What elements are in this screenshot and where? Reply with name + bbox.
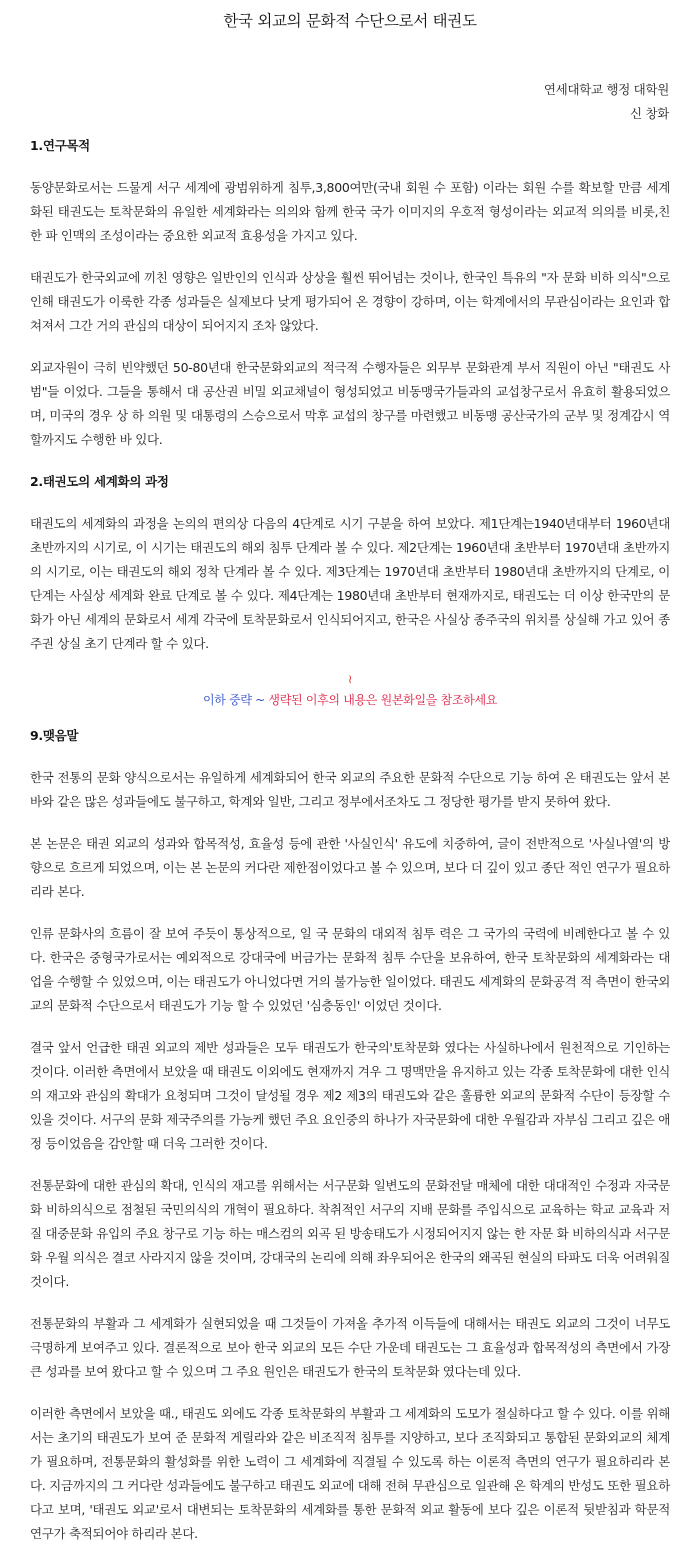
omission-notice: [30, 668, 670, 712]
paragraph: 태권도의 세계화의 과정을 논의의 편의상 다음의 4단계로 시기 구분을 하여 보았다. 제1단계는1940년대부터 1960년대 초반까지의 시기로, 이 시기는 태권도의 해외 침투 단계라 볼 수 있다. 제2단계는 1960년대 초반부터 1970년대 초반까지의 시기로, 이는 태권도의 해외 정착 단계라 볼 수 있다. 제3단계는 1970년대 초반부터 1980년대 초반까지의 단계로, 이 단계는 사실상 세계화 완료 단계로 볼 수 있다. 제4단계는 1980년대 초반부터 현재까지로, 태권도는 더 이상 한국만의 문화가 아닌 세계의 문화로서 세계 각국에 토착문화로서 인식되어지고, 한국은 사실상 종주국의 위치를 상실해 가고 있어 종주권 상실 초기 단계라 할 수 있다.: [30, 516, 670, 651]
omission-label: 이하 중략 ~: [202, 693, 265, 707]
paragraph: 전통문화의 부활과 그 세계화가 실현되었을 때 그것들이 가져올 추가적 이득들에 대해서는 태권도 외교의 그것이 너무도 극명하게 보여주고 있다. 결론적으로 보아 한국 외교의 모든 수단 가운데 태권도는 그 효율성과 합목적성의 측면에서 가장 큰 성과를 보여 왔다고 할 수 있으며 그 주요 원인은 태권도가 한국의 토착문화 였다는데 있다.: [30, 1316, 670, 1379]
section-heading-purpose: 1.연구목적: [30, 138, 90, 153]
omission-note: 생략된 이후의 내용은 원본화일을 참조하세요: [268, 693, 498, 707]
paragraph: 이러한 측면에서 보았을 때., 태권도 외에도 각종 토착문화의 부활과 그 세계화의 도모가 절실하다고 할 수 있다. 이를 위해서는 초기의 태권도가 보여 준 문화적 게릴라와 같은 비조직적 침투를 지양하고, 보다 조직화되고 통합된 문화외교의 체계가 필요하며, 전통문화의 활성화를 위한 노력이 그 세계화에 직결될 수 있도록 하는 이론적 측면의 연구가 필요하리라 본다. 지금까지의 그 커다란 성과들에도 불구하고 태권도 외교에 대해 전혀 무관심으로 일관해 온 학계의 반성도 또한 필요하다고 보며, '태권도 외교'로서 대변되는 토착문화의 세계화를 통한 문화적 외교 활동에 보다 깊은 이론적 뒷받침과 학문적 연구가 축적되어야 하리라 본다.: [30, 1406, 670, 1541]
paragraph: 한국 전통의 문화 양식으로서는 유일하게 세계화되어 한국 외교의 주요한 문화적 수단으로 기능 하여 온 태권도는 앞서 본 바와 같은 많은 성과들에도 불구하고, 학계와 일반, 그리고 정부에서조차도 그 정당한 평가를 받지 못하여 왔다.: [30, 770, 670, 809]
omission-tilde: ≀: [347, 672, 353, 686]
author-affiliation: 연세대학교 행정 대학원: [543, 82, 669, 97]
paragraph: 태권도가 한국외교에 끼친 영향은 일반인의 인식과 상상을 훨씬 뛰어넘는 것이나, 한국인 특유의 "자 문화 비하 의식"으로 인해 태권도가 이룩한 각종 성과들은 실제보다 낮게 평가되어 온 경향이 강하며, 이는 학계에서의 무관심이라는 요인과 합쳐져서 그간 거의 관심의 대상이 되어지지 조차 않았다.: [30, 270, 670, 333]
paragraph: 전통문화에 대한 관심의 확대, 인식의 재고를 위해서는 서구문화 일변도의 문화전달 매체에 대한 대대적인 수정과 자국문화 비하의식으로 점철된 국민의식의 개혁이 필요하다. 착취적인 서구의 지배 문화를 주입식으로 교육하는 학교 교육과 저질 대중문화 유입의 주요 창구로 기능 하는 매스컴의 외곡 된 방송태도가 시정되어지지 않는 한 자문 화 비하의식과 서구문화 우월 의식은 결코 사라지지 않을 것이며, 강대국의 논리에 의해 좌우되어온 한국의 왜곡된 현실의 타파도 더욱 어려워질 것이다.: [30, 1178, 670, 1289]
section-heading-conclusion: 9.맺음말: [30, 728, 79, 743]
paragraph: 본 논문은 태권 외교의 성과와 합목적성, 효율성 등에 관한 '사실인식' 유도에 치중하여, 글이 전반적으로 '사실나열'의 방향으로 흐르게 되었으며, 이는 본 논문의 커다란 제한점이었다고 볼 수 있으며, 보다 더 깊이 있고 종단 적인 연구가 필요하리라 본다.: [30, 836, 670, 899]
author-name: 신 창화: [630, 106, 669, 121]
paragraph: 결국 앞서 언급한 태권 외교의 제반 성과들은 모두 태권도가 한국의'토착문화 였다는 사실하나에서 원천적으로 기인하는 것이다. 이러한 측면에서 보았을 때 태권도 이외에도 현재까지 겨우 그 명맥만을 유지하고 있는 각종 토착문화에 대한 인식의 재고와 관심의 확대가 요청되며 그것이 달성될 경우 제2 제3의 태권도와 같은 훌륭한 외교의 문화적 수단이 등장할 수 있을 것이다. 서구의 문화 제국주의를 가능케 했던 주요 요인중의 하나가 자국문화에 대한 우월감과 자부심 그리고 깊은 애정 등이었음을 감안할 때 더욱 그러한 것이다.: [30, 1040, 670, 1151]
paragraph: 인류 문화사의 흐름이 잘 보여 주듯이 통상적으로, 일 국 문화의 대외적 침투 력은 그 국가의 국력에 비례한다고 볼 수 있다. 한국은 중형국가로서는 예외적으로 강대국에 버금가는 문화적 침투 수단을 보유하여, 한국 토착문화의 세계화라는 대업을 수행할 수 있었으며, 이는 태권도가 아니었다면 거의 불가능한 일이었다. 태권도 세계화의 문화공격 적 측면이 한국외교의 문화적 수단으로서 태권도가 기능 할 수 있었던 '심층동인' 이었던 것이다.: [30, 926, 670, 1013]
document-title: 한국 외교의 문화적 수단으로서 태권도: [223, 12, 477, 30]
author-block: [30, 78, 670, 126]
paragraph: 외교자원이 극히 빈약했던 50-80년대 한국문화외교의 적극적 수행자들은 외무부 문화관계 부서 직원이 아닌 "태권도 사범"들 이었다. 그들을 통해서 대 공산권 비밀 외교채널이 형성되었고 비동맹국가들과의 교섭창구로서 유효히 활용되었으며, 미국의 경우 상 하 의원 및 대통령의 스승으로서 막후 교섭의 창구를 마련했고 비동맹 공산국가의 군부 및 정계감시 역할까지도 수행한 바 있다.: [30, 360, 670, 447]
paragraph: 동양문화로서는 드물게 서구 세계에 광범위하게 침투,3,800여만(국내 회원 수 포함) 이라는 회원 수를 확보할 만큼 세계화된 태권도는 토착문화의 유일한 세계화라는 의의와 함께 한국 국가 이미지의 우호적 형성이라는 외교적 의의를 비롯,친한 파 인맥의 조성이라는 중요한 외교적 효용성을 가지고 있다.: [30, 180, 670, 243]
section-heading-globalization: 2.태권도의 세계화의 과정: [30, 474, 169, 489]
